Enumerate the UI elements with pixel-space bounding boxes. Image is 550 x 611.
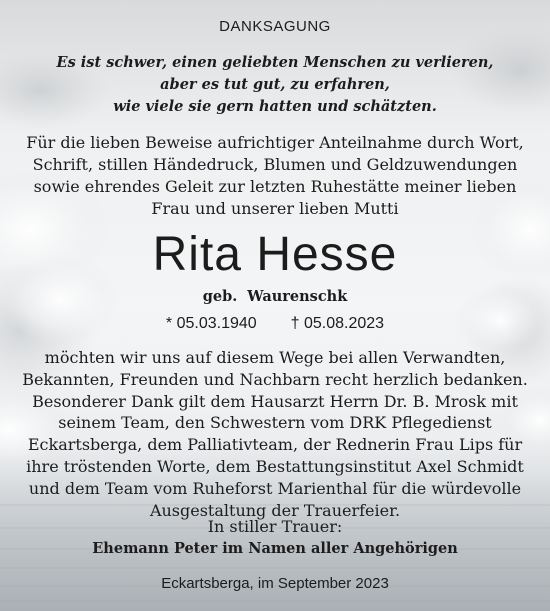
intro-line: Frau und unserer lieben Mutti xyxy=(151,199,399,218)
death-date: † 05.08.2023 xyxy=(290,315,385,332)
life-dates xyxy=(0,315,550,333)
mourners: Ehemann Peter im Namen aller Angehörigen xyxy=(92,540,458,557)
thanks-line: Eckartsberga, dem Palliativteam, der Rednerin Frau Lips für xyxy=(27,435,523,455)
memorial-quote xyxy=(30,52,520,118)
birth-name-value: Waurenschk xyxy=(247,288,348,305)
intro-line: sowie ehrendes Geleit zur letzten Ruhestätte meiner lieben xyxy=(33,177,517,196)
thanks-line: und dem Team vom Ruheforst Marienthal für die würdevolle xyxy=(28,478,522,498)
thanks-line: Ausgestaltung der Trauerfeier. xyxy=(149,500,401,520)
place-and-date: Eckartsberga, im September 2023 xyxy=(161,575,389,592)
thanks-line: möchten wir uns auf diesem Wege bei allen Verwandten, xyxy=(44,348,506,367)
mourning-label: In stiller Trauer: xyxy=(207,517,343,536)
intro-text xyxy=(10,132,540,220)
quote-line: Es ist schwer, einen geliebten Menschen zu verlieren, xyxy=(56,54,494,71)
birth-date: * 05.03.1940 xyxy=(165,315,257,332)
deceased-name: Rita Hesse xyxy=(152,228,398,281)
birth-name-prefix: geb. xyxy=(202,288,238,305)
intro-line: Für die lieben Beweise aufrichtiger Anteilnahme durch Wort, xyxy=(26,133,524,152)
birth-name xyxy=(0,288,550,305)
intro-line: Schrift, stillen Händedruck, Blumen und Geldzuwendungen xyxy=(32,155,518,174)
thanks-text xyxy=(10,347,540,521)
mourning-section xyxy=(0,516,550,560)
quote-line: aber es tut gut, zu erfahren, xyxy=(160,76,390,93)
thanks-line: Bekannten, Freunden und Nachbarn recht herzlich bedanken. xyxy=(22,369,528,389)
heading: DANKSAGUNG xyxy=(219,18,331,35)
thanks-line: Besonderer Dank gilt dem Hausarzt Herrn Dr. B. Mrosk mit xyxy=(32,391,518,411)
thanks-line: seinem Team, den Schwestern vom DRK Pflegedienst xyxy=(58,413,492,433)
quote-line: wie viele sie gern hatten und schätzten. xyxy=(113,98,437,115)
thanks-line: ihre tröstenden Worte, dem Bestattungsinstitut Axel Schmidt xyxy=(26,456,524,476)
